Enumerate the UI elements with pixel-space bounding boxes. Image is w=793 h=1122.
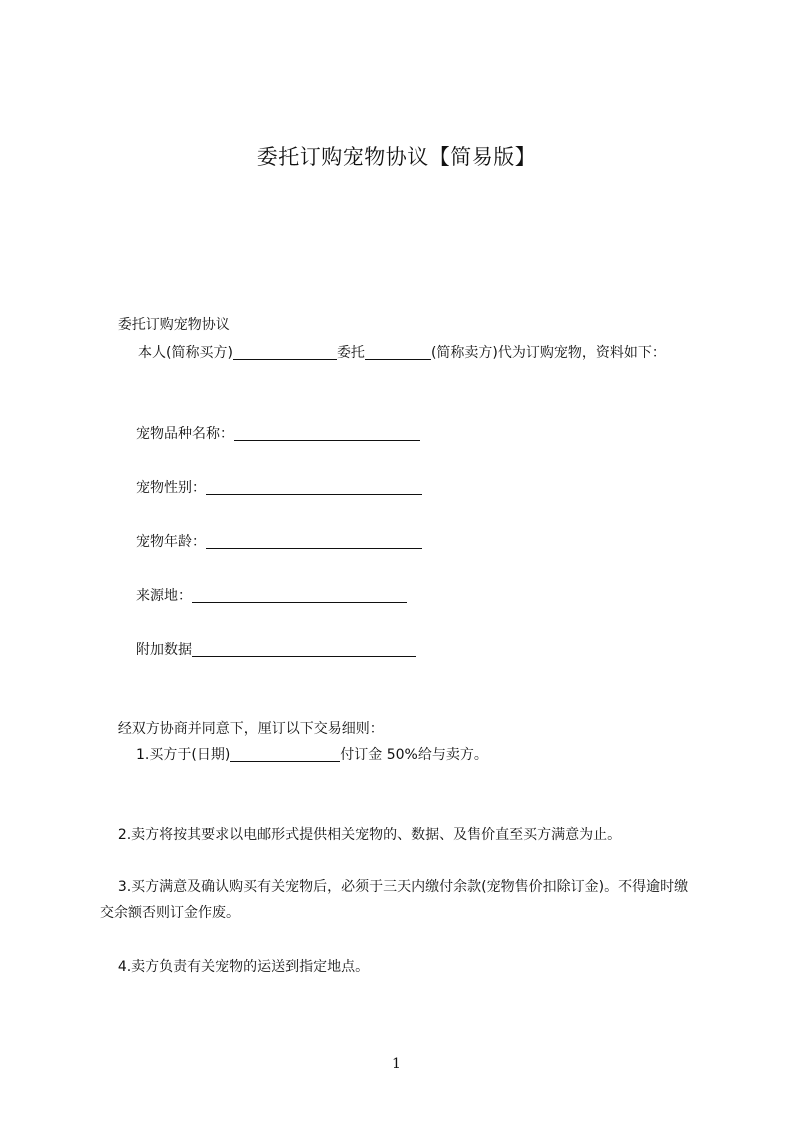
field-label-origin: 来源地： — [136, 588, 192, 604]
term-3-text: 3.买方满意及确认购买有关宠物后，必须于三天内缴付余款(宠物售价扣除订金)。不得逾时缴交余额否则订金作废。 — [100, 879, 689, 921]
field-label-pet-age: 宠物年龄： — [136, 534, 206, 550]
page-number: 1 — [392, 1056, 401, 1072]
term-1-date-label: 1.买方于(日期) — [136, 747, 231, 763]
buyer-name-blank[interactable] — [233, 341, 337, 360]
agreement-lead-text: 经双方协商并同意下，厘订以下交易细则： — [117, 721, 384, 737]
term-1-deposit-text: 付订金 50%给与卖方。 — [340, 747, 488, 763]
additional-data-blank[interactable] — [192, 638, 416, 657]
field-row-pet-breed — [100, 421, 692, 447]
intro-part-entrust: 委托 — [336, 345, 365, 361]
intro-part-buyer: 本人(简称买方) — [138, 345, 233, 361]
pet-breed-blank[interactable] — [234, 422, 420, 441]
pet-age-blank[interactable] — [206, 530, 422, 549]
term-2-text: 2.卖方将按其要求以电邮形式提供相关宠物的、数据、及售价直至买方满意为止。 — [117, 827, 622, 843]
term-1 — [100, 742, 692, 768]
field-row-pet-gender — [100, 475, 692, 501]
field-label-pet-breed: 宠物品种名称： — [136, 426, 234, 442]
field-row-origin — [100, 583, 692, 609]
term-4 — [100, 928, 692, 1006]
agreement-subtitle-text: 委托订购宠物协议 — [117, 317, 230, 333]
field-label-pet-gender: 宠物性别： — [136, 480, 206, 496]
pet-gender-blank[interactable] — [206, 476, 422, 495]
origin-blank[interactable] — [192, 584, 407, 603]
deposit-date-blank[interactable] — [230, 743, 340, 762]
term-4-text: 4.卖方负责有关宠物的运送到指定地点。 — [117, 959, 370, 975]
field-label-additional-data: 附加数据 — [136, 642, 192, 658]
intro-paragraph — [100, 340, 692, 366]
field-row-additional-data — [100, 637, 692, 663]
field-row-pet-age — [100, 529, 692, 555]
seller-name-blank[interactable] — [365, 341, 431, 360]
intro-part-seller: (简称卖方)代为订购宠物，资料如下： — [430, 345, 666, 361]
document-title: 委托订购宠物协议【简易版】 — [256, 145, 537, 169]
